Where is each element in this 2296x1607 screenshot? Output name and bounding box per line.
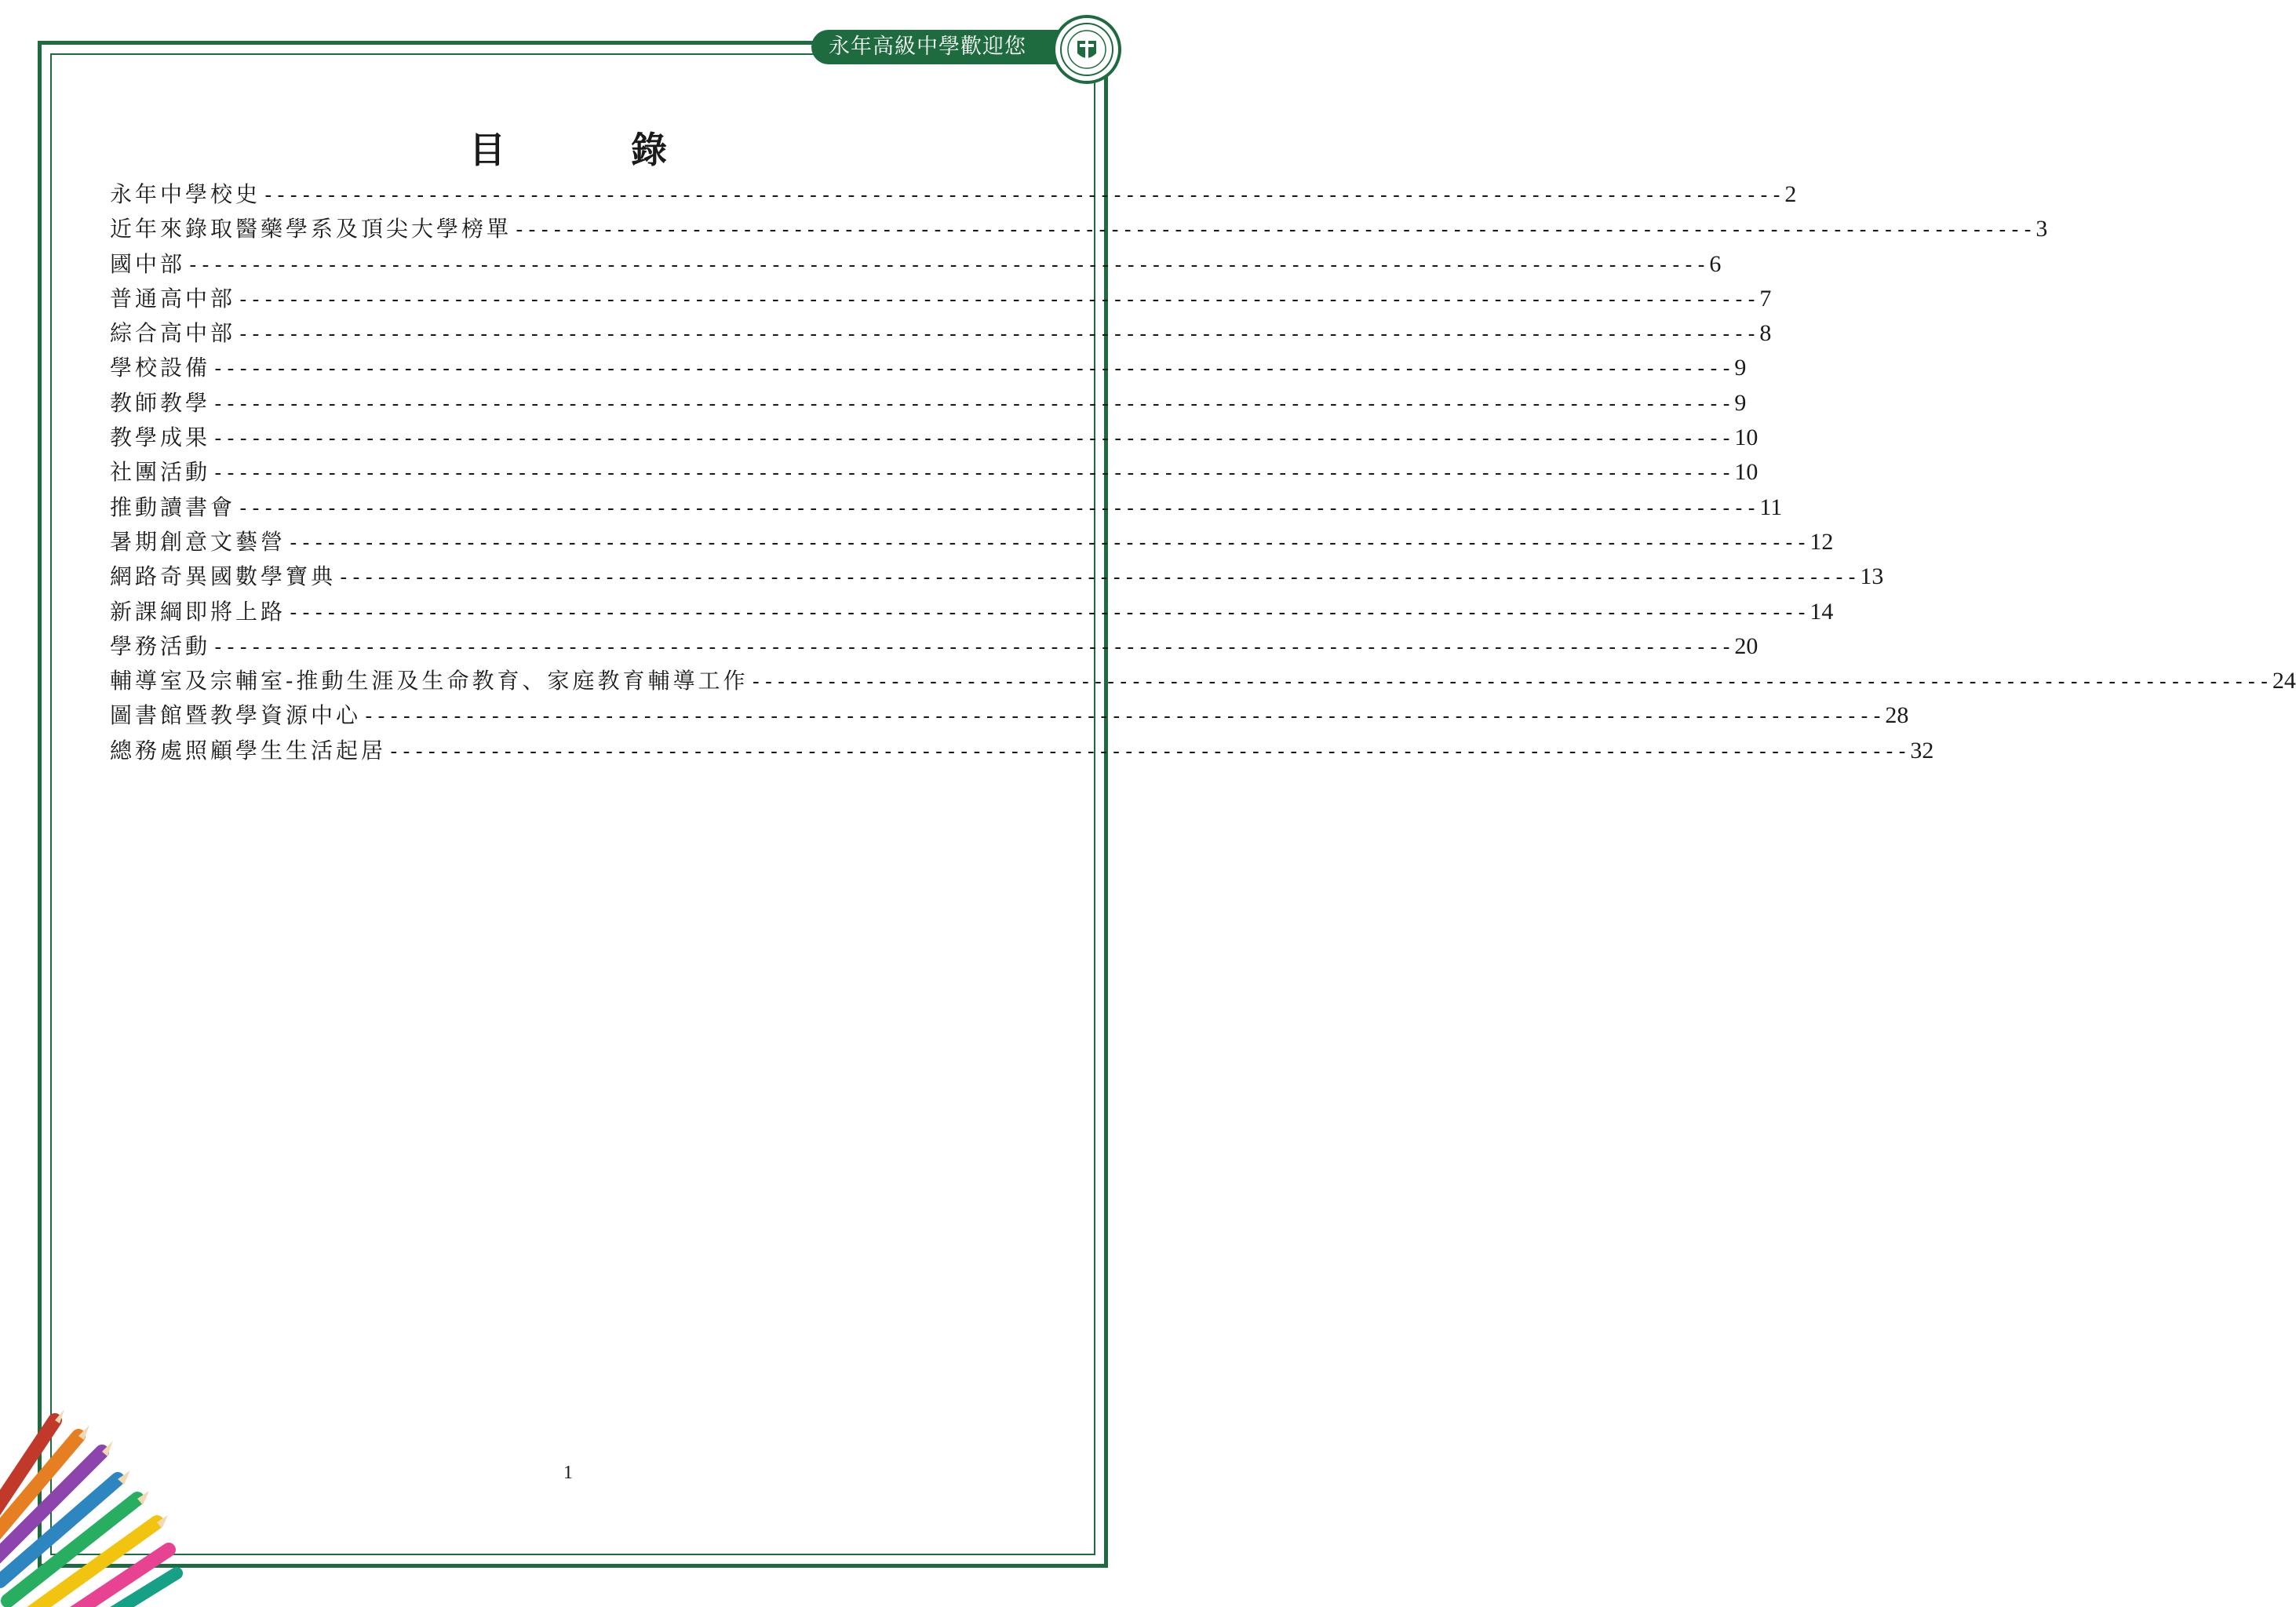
- toc-entry-page: 9: [1734, 355, 1747, 381]
- toc-leader-dashes: ------------------------------------------------------------------------------------------------------------------------: [212, 392, 1733, 416]
- toc-entry-page: 9: [1734, 389, 1747, 416]
- toc-entry-page: 14: [1809, 598, 1834, 625]
- toc-entry-page: 10: [1734, 459, 1758, 486]
- toc-entry: [110, 734, 1934, 768]
- toc-leader-dashes: ------------------------------------------------------------------------------------------------------------------------: [237, 496, 1758, 520]
- toc-leader-dashes: ------------------------------------------------------------------------------------------------------------------------: [212, 635, 1733, 659]
- table-of-contents: [110, 177, 2296, 768]
- toc-leader-dashes: ------------------------------------------------------------------------------------------------------------------------: [262, 184, 1784, 207]
- toc-entry-page: 10: [1734, 425, 1758, 451]
- toc-entry: [110, 351, 1747, 385]
- toc-leader-dashes: ------------------------------------------------------------------------------------------------------------------------: [212, 461, 1733, 486]
- toc-entry-page: 12: [1809, 528, 1834, 555]
- toc-entry-page: 7: [1759, 285, 1772, 312]
- toc-entry-label: 普通高中部: [110, 285, 236, 312]
- toc-entry-label: 總務處照顧學生生活起居: [110, 737, 387, 763]
- toc-entry-page: 3: [2035, 216, 2048, 242]
- toc-entry-page: 11: [1759, 494, 1783, 520]
- toc-entry-label: 暑期創意文藝營: [110, 528, 286, 555]
- page-number: 1: [563, 1463, 573, 1483]
- toc-entry-label: 教師教學: [110, 389, 211, 416]
- toc-entry-page: 20: [1734, 632, 1758, 659]
- toc-entry-page: 2: [1784, 181, 1797, 207]
- toc-entry-page: 24: [2272, 668, 2296, 694]
- toc-leader-dashes: ------------------------------------------------------------------------------------------------------------------------: [212, 357, 1733, 381]
- toc-entry: [110, 386, 1747, 421]
- toc-entry: [110, 455, 1758, 490]
- toc-entry-label: 圖書館暨教學資源中心: [110, 702, 362, 729]
- toc-entry: [110, 595, 1834, 629]
- toc-leader-dashes: ------------------------------------------------------------------------------------------------------------------------: [363, 705, 1884, 729]
- toc-entry-label: 學校設備: [110, 355, 211, 381]
- toc-entry: [110, 698, 1909, 733]
- toc-entry-label: 近年來錄取醫藥學系及頂尖大學榜單: [110, 216, 512, 242]
- toc-entry: [110, 282, 1772, 316]
- toc-entry-page: 28: [1885, 702, 1909, 729]
- toc-leader-dashes: ------------------------------------------------------------------------------------------------------------------------: [337, 566, 1859, 590]
- page-title: 目錄: [469, 129, 793, 171]
- toc-entry-label: 網路奇異國數學寶典: [110, 563, 337, 590]
- toc-entry-label: 教學成果: [110, 425, 211, 451]
- colored-pencils-icon: [0, 1405, 180, 1607]
- welcome-banner: 永年高級中學歡迎您: [811, 30, 1070, 64]
- toc-entry: [110, 525, 1834, 559]
- toc-entry: [110, 421, 1758, 455]
- toc-leader-dashes: ------------------------------------------------------------------------------------------------------------------------: [237, 287, 1758, 312]
- toc-leader-dashes: ------------------------------------------------------------------------------------------------------------------------: [237, 322, 1758, 347]
- toc-entry: [110, 316, 1772, 351]
- school-emblem-icon: [1051, 14, 1122, 85]
- toc-leader-dashes: ------------------------------------------------------------------------------------------------------------------------: [187, 253, 1708, 277]
- toc-entry: [110, 247, 1722, 282]
- toc-entry: [110, 629, 1758, 664]
- toc-entry-page: 13: [1860, 563, 1884, 590]
- toc-leader-dashes: ------------------------------------------------------------------------------------------------------------------------: [287, 530, 1809, 555]
- toc-entry-label: 推動讀書會: [110, 494, 236, 520]
- toc-entry: [110, 490, 1783, 525]
- toc-entry: [110, 212, 2048, 246]
- toc-entry: [110, 664, 2296, 698]
- toc-entry-label: 綜合高中部: [110, 320, 236, 347]
- toc-entry-label: 國中部: [110, 250, 186, 277]
- toc-leader-dashes: ------------------------------------------------------------------------------------------------------------------------: [388, 739, 1909, 763]
- toc-entry-label: 輔導室及宗輔室-推動生涯及生命教育、家庭教育輔導工作: [110, 668, 749, 694]
- toc-entry: [110, 177, 1797, 212]
- toc-leader-dashes: ------------------------------------------------------------------------------------------------------------------------: [287, 600, 1809, 625]
- toc-entry-label: 永年中學校史: [110, 181, 261, 207]
- toc-entry-label: 新課綱即將上路: [110, 598, 286, 625]
- toc-entry-label: 社團活動: [110, 459, 211, 486]
- toc-entry: [110, 559, 1884, 594]
- toc-entry-page: 6: [1709, 250, 1722, 277]
- toc-entry-page: 32: [1910, 737, 1934, 763]
- toc-entry-label: 學務活動: [110, 632, 211, 659]
- toc-leader-dashes: ------------------------------------------------------------------------------------------------------------------------: [749, 670, 2271, 694]
- toc-leader-dashes: ------------------------------------------------------------------------------------------------------------------------: [212, 427, 1733, 451]
- toc-leader-dashes: ------------------------------------------------------------------------------------------------------------------------: [513, 218, 2035, 242]
- toc-entry-page: 8: [1759, 320, 1772, 347]
